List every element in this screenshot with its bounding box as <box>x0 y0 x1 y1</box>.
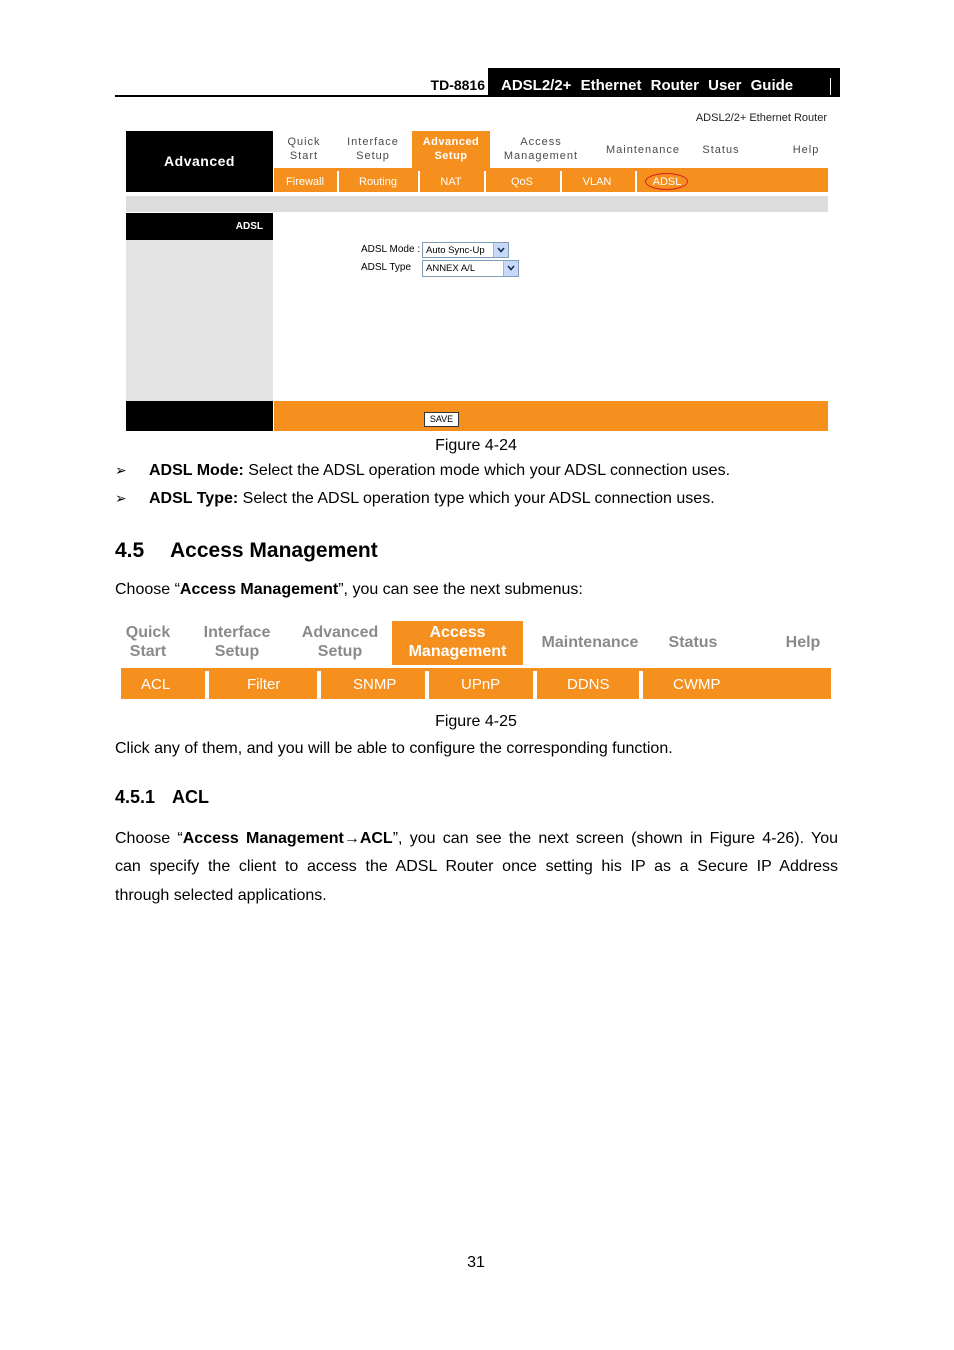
adsl-type-select[interactable] <box>422 260 519 277</box>
nav-label-line: Interface <box>347 136 399 148</box>
nav-quick-start[interactable] <box>116 623 180 661</box>
nav-interface-setup[interactable] <box>194 623 280 661</box>
subsection-title: ACL <box>172 787 209 807</box>
nav-label-line: Access <box>429 624 486 641</box>
subnav-separator <box>418 171 420 192</box>
arrowhead-bullet-icon: ➢ <box>115 463 127 479</box>
nav-label-line: Start <box>129 643 167 660</box>
section-label: Advanced <box>164 153 235 169</box>
nav-maintenance[interactable] <box>596 143 690 157</box>
paragraph-line: can specify the client to access the ADSL Router once setting his IP as a Secure IP Address <box>115 858 838 875</box>
nav-label-line: Setup <box>356 150 390 162</box>
nav-status[interactable] <box>696 143 746 157</box>
subnav-separator <box>337 171 339 192</box>
subsection-number: 4.5.1 <box>115 787 156 807</box>
figure-caption: Figure 4-24 <box>435 437 517 454</box>
subnav-qos[interactable]: QoS <box>510 176 533 188</box>
bullet-item <box>149 490 715 508</box>
section-intro <box>115 581 583 599</box>
subnav-separator <box>484 171 486 192</box>
section-label-block <box>126 131 273 192</box>
figure-caption: Figure 4-25 <box>435 713 517 730</box>
nav-interface-setup[interactable] <box>337 135 409 163</box>
subnav-separator <box>205 671 209 699</box>
adsl-type-label: ADSL Type <box>361 262 412 273</box>
bullet-term: ADSL Type: <box>149 490 239 507</box>
nav-access-management[interactable] <box>496 135 586 163</box>
nav-label-line: Status <box>702 144 740 156</box>
bullet-text: Select the ADSL operation type which your ADSL connection uses. <box>238 490 715 507</box>
nav-access-management[interactable] <box>392 623 523 661</box>
arrowhead-bullet-icon: ➢ <box>115 491 127 507</box>
nav-label-line: Maintenance <box>606 144 680 156</box>
panel-label: ADSL <box>235 221 263 232</box>
adsl-mode-value: Auto Sync-Up <box>426 245 485 256</box>
subnav-nat[interactable]: NAT <box>440 176 462 188</box>
nav-label-line: Setup <box>214 643 260 660</box>
subnav-routing[interactable]: Routing <box>359 176 397 188</box>
select-arrow-button[interactable] <box>493 243 508 257</box>
adsl-mode-label: ADSL Mode : <box>361 244 421 255</box>
nav-label-line: Setup <box>434 150 468 162</box>
section-title: Access Management <box>170 539 378 562</box>
nav-help[interactable] <box>780 633 826 652</box>
footer-bar <box>274 401 828 431</box>
subnav-separator <box>560 171 562 192</box>
nav-label-line: Advanced <box>301 624 379 641</box>
nav-advanced-setup[interactable] <box>292 623 388 661</box>
paragraph: Click any of them, and you will be able to configure the corresponding function. <box>115 740 673 757</box>
left-column <box>126 240 273 401</box>
subnav-cwmp[interactable]: CWMP <box>673 676 721 693</box>
header-guide-title: ADSL2/2+ Ethernet Router User Guide <box>501 77 794 94</box>
subnav-snmp[interactable]: SNMP <box>353 676 397 693</box>
nav-label-line: Start <box>289 150 319 162</box>
panel-label-block <box>126 213 273 240</box>
header-model: TD-8816 <box>430 77 485 93</box>
bullet-item <box>149 462 730 480</box>
adsl-mode-select[interactable] <box>422 242 509 258</box>
section-number: 4.5 <box>115 539 145 562</box>
subnav-filter[interactable]: Filter <box>247 676 281 693</box>
subnav-acl[interactable]: ACL <box>141 676 171 693</box>
chevron-down-icon <box>507 265 515 271</box>
subnav-separator <box>425 671 429 699</box>
nav-label-line: Quick <box>125 624 171 641</box>
subnav-separator <box>639 671 643 699</box>
nav-label-line: Management <box>408 643 507 660</box>
nav-label-line: Help <box>785 634 821 651</box>
nav-label-line: Advanced <box>422 136 480 148</box>
subnav-separator <box>533 671 537 699</box>
highlight-circle <box>645 173 688 190</box>
page-number: 31 <box>467 1254 485 1271</box>
subnav-vlan[interactable]: VLAN <box>582 176 612 188</box>
save-button[interactable]: SAVE <box>424 412 459 427</box>
paragraph-bold: Access Management→ACL <box>182 830 393 847</box>
subnav-separator <box>317 671 321 699</box>
router-brand: ADSL2/2+ Ethernet Router <box>695 112 827 124</box>
subnav-ddns[interactable]: DDNS <box>567 676 610 693</box>
nav-label-line: Status <box>668 634 718 651</box>
nav-quick-start[interactable] <box>274 135 334 163</box>
bullet-text: Select the ADSL operation mode which your ADSL connection uses. <box>243 462 731 479</box>
paragraph-text: ”, you can see the next screen (shown in Figure 4-26). You <box>392 830 839 847</box>
paragraph-line <box>115 830 838 848</box>
subnav-upnp[interactable]: UPnP <box>461 676 501 693</box>
nav-status[interactable] <box>662 633 724 652</box>
intro-text: ”, you can see the next submenus: <box>338 581 583 598</box>
intro-text: Choose “ <box>115 581 180 598</box>
bullet-term: ADSL Mode: <box>149 462 244 479</box>
nav-label-line: Quick <box>287 136 321 148</box>
nav-label-line: Interface <box>203 624 271 641</box>
content-header-band <box>126 196 828 212</box>
header-rule <box>115 95 840 97</box>
header-divider <box>830 78 831 95</box>
intro-bold: Access Management <box>179 581 339 598</box>
nav-label-line: Setup <box>317 643 363 660</box>
nav-label-line: Management <box>503 150 579 162</box>
chevron-down-icon <box>497 247 505 253</box>
nav-advanced-setup[interactable] <box>412 135 490 163</box>
adsl-type-value: ANNEX A/L <box>426 263 476 274</box>
subnav-separator <box>635 171 637 192</box>
nav-maintenance[interactable] <box>536 633 644 652</box>
nav-label-line: Maintenance <box>541 634 639 651</box>
select-arrow-button[interactable] <box>503 261 518 276</box>
nav-label-line: Help <box>792 144 820 156</box>
header-guide-box <box>488 68 840 97</box>
paragraph-line: through selected applications. <box>115 887 327 904</box>
paragraph-text: Choose “ <box>115 830 183 847</box>
nav-label-line: Access <box>520 136 562 148</box>
subnav-firewall[interactable]: Firewall <box>286 176 324 188</box>
footer-left-block <box>126 401 273 431</box>
subnav-adsl[interactable]: ADSL <box>652 176 682 188</box>
nav-help[interactable] <box>786 143 826 157</box>
